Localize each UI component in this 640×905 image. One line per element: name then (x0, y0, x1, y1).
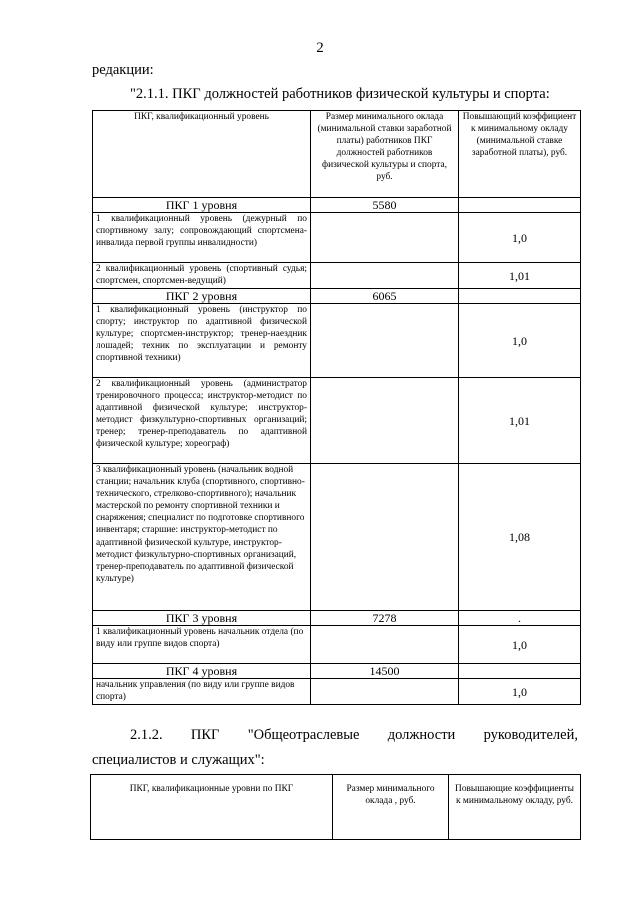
table-pkg-physical-culture (92, 110, 581, 705)
level-coefficient: 1,08 (459, 464, 581, 611)
table-header-row (93, 111, 581, 198)
section-2-title-continued: специалистов и служащих": (92, 752, 265, 768)
table-row (93, 679, 581, 705)
section-2-word: "Общеотраслевые (247, 727, 360, 743)
empty-cell (311, 304, 459, 378)
table-row (93, 464, 581, 611)
group-coef-cell (459, 289, 581, 304)
table-row (93, 304, 581, 378)
table-row (93, 263, 581, 289)
group-name: ПКГ 3 уровня (93, 611, 311, 626)
level-description: 1 квалификационный уровень (инструктор по спорту; инструктор по адаптивной физической культуре; спортсмен-инструктор; тренер-наездник лошадей; техник по эксплуатации и ремонту спортивной техники) (93, 304, 311, 378)
empty-cell (311, 263, 459, 289)
section-2-word: должности (387, 727, 456, 743)
level-coefficient: 1,0 (459, 213, 581, 263)
intro-text: редакции: (92, 62, 154, 78)
table-row (93, 213, 581, 263)
section-2-number: 2.1.2. (130, 727, 163, 743)
column-header-salary: Размер минимального оклада (минимальной ставки заработной платы) работников ПКГ должностей работников физической культуры и спорта, руб. (311, 111, 459, 198)
level-coefficient: 1,0 (459, 304, 581, 378)
group-row (93, 664, 581, 679)
level-description: 2 квалификационный уровень (администратор тренировочного процесса; инструктор-методист по адаптивной физической культуре; инструктор-методист физкультурно-спортивных организаций; тренер; тренер-преподаватель по адаптивной физической культуре; хореограф) (93, 378, 311, 464)
section-2-word: ПКГ (190, 727, 220, 743)
group-coef-cell: . (459, 611, 581, 626)
level-coefficient: 1,0 (459, 679, 581, 705)
table-header-row (91, 775, 581, 840)
empty-cell (311, 679, 459, 705)
group-salary: 5580 (311, 198, 459, 213)
empty-cell (311, 464, 459, 611)
group-coef-cell (459, 664, 581, 679)
group-row (93, 289, 581, 304)
table-row (93, 378, 581, 464)
column-header-coefficient: Повышающие коэффициенты к минимальному окладу, руб. (449, 775, 581, 840)
group-salary: 7278 (311, 611, 459, 626)
group-row (93, 611, 581, 626)
column-header-coefficient: Повышающий коэффициент к минимальному окладу (минимальной ставке заработной платы), руб. (459, 111, 581, 198)
group-name: ПКГ 4 уровня (93, 664, 311, 679)
group-salary: 14500 (311, 664, 459, 679)
group-name: ПКГ 2 уровня (93, 289, 311, 304)
empty-cell (311, 378, 459, 464)
level-coefficient: 1,0 (459, 626, 581, 664)
table-row (93, 626, 581, 664)
level-coefficient: 1,01 (459, 263, 581, 289)
section-1-title: "2.1.1. ПКГ должностей работников физической культуры и спорта: (130, 86, 550, 102)
table-general-positions (90, 774, 581, 840)
level-description: 2 квалификационный уровень (спортивный судья; спортсмен, спортсмен-ведущий) (93, 263, 311, 289)
empty-cell (311, 626, 459, 664)
level-description: 1 квалификационный уровень (дежурный по спортивному залу; сопровождающий спортсмена-инвалида первой группы инвалидности) (93, 213, 311, 263)
section-2-word: руководителей, (483, 727, 578, 743)
level-coefficient: 1,01 (459, 378, 581, 464)
group-coef-cell (459, 198, 581, 213)
section-2-title (130, 727, 578, 744)
column-header-salary: Размер минимального оклада , руб. (333, 775, 449, 840)
empty-cell (311, 213, 459, 263)
column-header-pkg: ПКГ, квалификационный уровень (93, 111, 311, 198)
level-description: 1 квалификационный уровень начальник отдела (по виду или группе видов спорта) (93, 626, 311, 664)
group-salary: 6065 (311, 289, 459, 304)
level-description: начальник управления (по виду или группе видов спорта) (93, 679, 311, 705)
group-row (93, 198, 581, 213)
column-header-pkg: ПКГ, квалификационные уровни по ПКГ (91, 775, 333, 840)
page-number: 2 (316, 40, 324, 56)
group-name: ПКГ 1 уровня (93, 198, 311, 213)
level-description: 3 квалификационный уровень (начальник водной станции; начальник клуба (спортивного, спортивно-технического, стрелково-спортивного); начальник мастерской по ремонту спортивной техники и снаряжения; специалист по подготовке спортивного инвентаря; старшие: инструктор-методист по адаптивной физической культуре, инструктор-методист физкультурно-спортивных организаций, тренер-преподаватель по адаптивной физической культуре) (93, 464, 311, 611)
